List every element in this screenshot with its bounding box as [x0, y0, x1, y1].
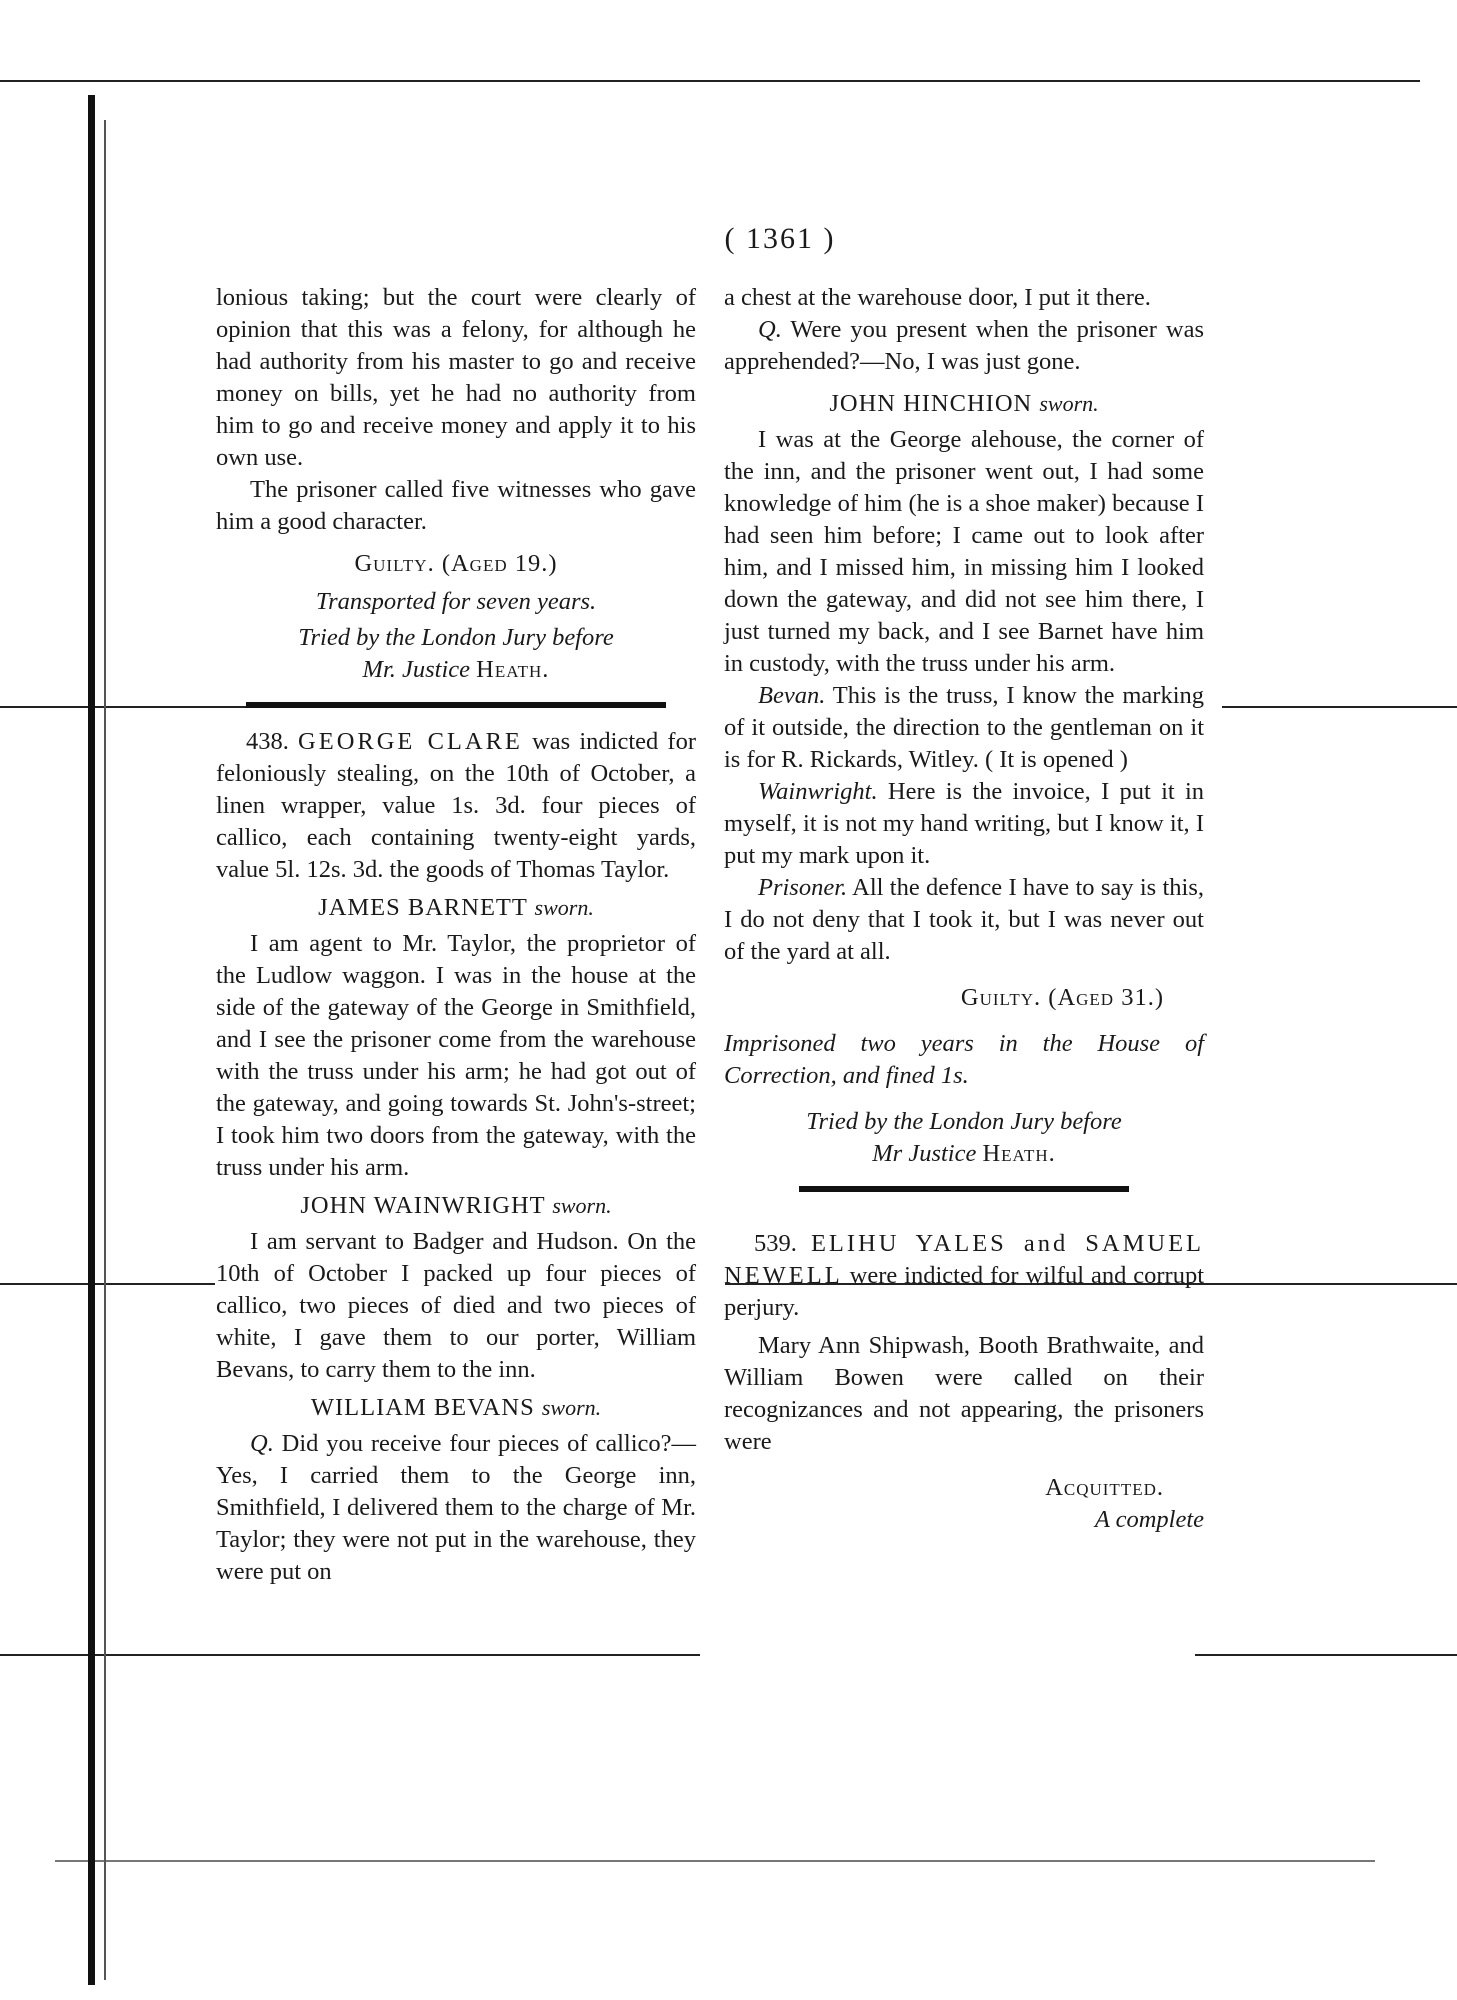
right-bottom-rule [1195, 1654, 1457, 1656]
top-rule [0, 80, 1420, 82]
judge-line [724, 1138, 1204, 1170]
testimony: Bevan. This is the truss, I know the marking of it outside, the direction to the gentleman on it is for R. Rickards, Witley. ( It is opened ) [724, 682, 1205, 773]
catchword: A complete [1094, 1506, 1204, 1533]
judge-name: Heath. [476, 656, 550, 683]
case-number: 539. [754, 1230, 797, 1257]
judge-prefix: Mr. Justice [362, 656, 471, 683]
defendant-name: GEORGE CLARE [298, 728, 523, 755]
continued-paragraph: a chest at the warehouse door, I put it there. [724, 284, 1151, 311]
question-mark-label: Q. [758, 316, 782, 343]
section-divider [799, 1186, 1129, 1192]
witness-heading: WILLIAM BEVANS sworn. [310, 1394, 602, 1421]
right-mid-rule [1222, 706, 1457, 708]
left-lower-rule [0, 1283, 215, 1285]
testimony: Wainwright. Here is the invoice, I put it in myself, it is not my hand writing, but I know it, I put my mark upon it. [724, 778, 1205, 869]
verdict: Guilty. (Aged 31.) [960, 984, 1164, 1011]
character-witness-paragraph: The prisoner called five witnesses who gave him a good character. [216, 476, 696, 535]
left-column [216, 282, 696, 1588]
sentence: Transported for seven years. [315, 588, 597, 615]
footer-rule [55, 1860, 1375, 1862]
judge-name: Heath. [982, 1140, 1056, 1167]
binding-edge [88, 95, 95, 1985]
witness-heading: JOHN WAINWRIGHT sworn. [300, 1192, 612, 1219]
testimony: I am servant to Badger and Hudson. On the 10th of October I packed up four pieces of callico, two pieces of died and two pieces of white, I gave them to our porter, William Bevans, to carry them to the inn. [216, 1228, 696, 1383]
witness-heading: JOHN HINCHION sworn. [829, 390, 1099, 417]
question-mark-label: Q. [250, 1430, 274, 1457]
continued-paragraph: lonious taking; but the court were clearly of opinion that this was a felony, for although he had authority from his master to go and receive money on bills, yet he had no authority from him to go and receive money and apply it to his own use. [216, 284, 696, 471]
case-paragraph [216, 726, 696, 886]
non-appearance-paragraph: Mary Ann Shipwash, Booth Brathwaite, and William Bowen were called on their recognizances and not appearing, the prisoners were [724, 1332, 1204, 1455]
testimony: I was at the George alehouse, the corner of the inn, and the prisoner went out, I had some knowledge of him (he is a shoe maker) because I had seen him before; I came out to look after him, and I missed him, in missing him I looked down the gateway, and did not see him there, I just turned my back, and I see Barnet have him in custody, with the truss under his arm. [724, 426, 1204, 677]
testimony: Prisoner. All the defence I have to say is this, I do not deny that I took it, but I was never out of the yard at all. [724, 874, 1204, 965]
case-number: 438. [246, 728, 289, 755]
speaker-label: Prisoner. [758, 874, 848, 901]
tried-by-line: Tried by the London Jury before [298, 624, 614, 651]
case-paragraph [724, 1228, 1204, 1324]
section-divider [246, 702, 666, 708]
question-paragraph: Q. Were you present when the prisoner was apprehended?—No, I was just gone. [724, 316, 1205, 375]
sentence: Imprisoned two years in the House of Correction, and fined 1s. [724, 1030, 1204, 1089]
indictment-text: were indicted for wilful and corrupt perjury. [724, 1262, 1205, 1321]
witness-heading: JAMES BARNETT sworn. [318, 894, 594, 921]
speaker-label: Bevan. [758, 682, 826, 709]
speaker-label: Wainwright. [758, 778, 878, 805]
defendant-names: ELIHU YALES and SAMUEL NEWELL [724, 1230, 1204, 1289]
tried-by-line: Tried by the London Jury before [806, 1108, 1122, 1135]
judge-line [216, 654, 696, 686]
verdict: Guilty. (Aged 19.) [354, 550, 558, 577]
testimony: Q. Did you receive four pieces of callico?—Yes, I carried them to the George inn, Smithfield, I delivered them to the charge of Mr. Taylor; they were not put in the warehouse, they were put on [216, 1430, 697, 1585]
binding-edge-thin [104, 120, 106, 1980]
judge-prefix: Mr Justice [872, 1140, 977, 1167]
right-column [724, 282, 1204, 1536]
testimony: I am agent to Mr. Taylor, the proprietor of the Ludlow waggon. I was in the house at the side of the gateway of the George in Smithfield, and I see the prisoner come from the warehouse with the truss under his arm; he had got out of the gateway, and going towards St. John's-street; I took him two doors from the gateway, with the truss under his arm. [216, 930, 696, 1181]
acquitted-verdict: Acquitted. [1045, 1474, 1164, 1501]
page-number: ( 1361 ) [724, 222, 836, 255]
indictment-text: was indicted for feloniously stealing, on the 10th of October, a linen wrapper, value 1s. 3d. four pieces of callico, each containing twenty-eight yards, value 5l. 12s. 3d. the goods of Thomas Taylor. [216, 728, 696, 883]
